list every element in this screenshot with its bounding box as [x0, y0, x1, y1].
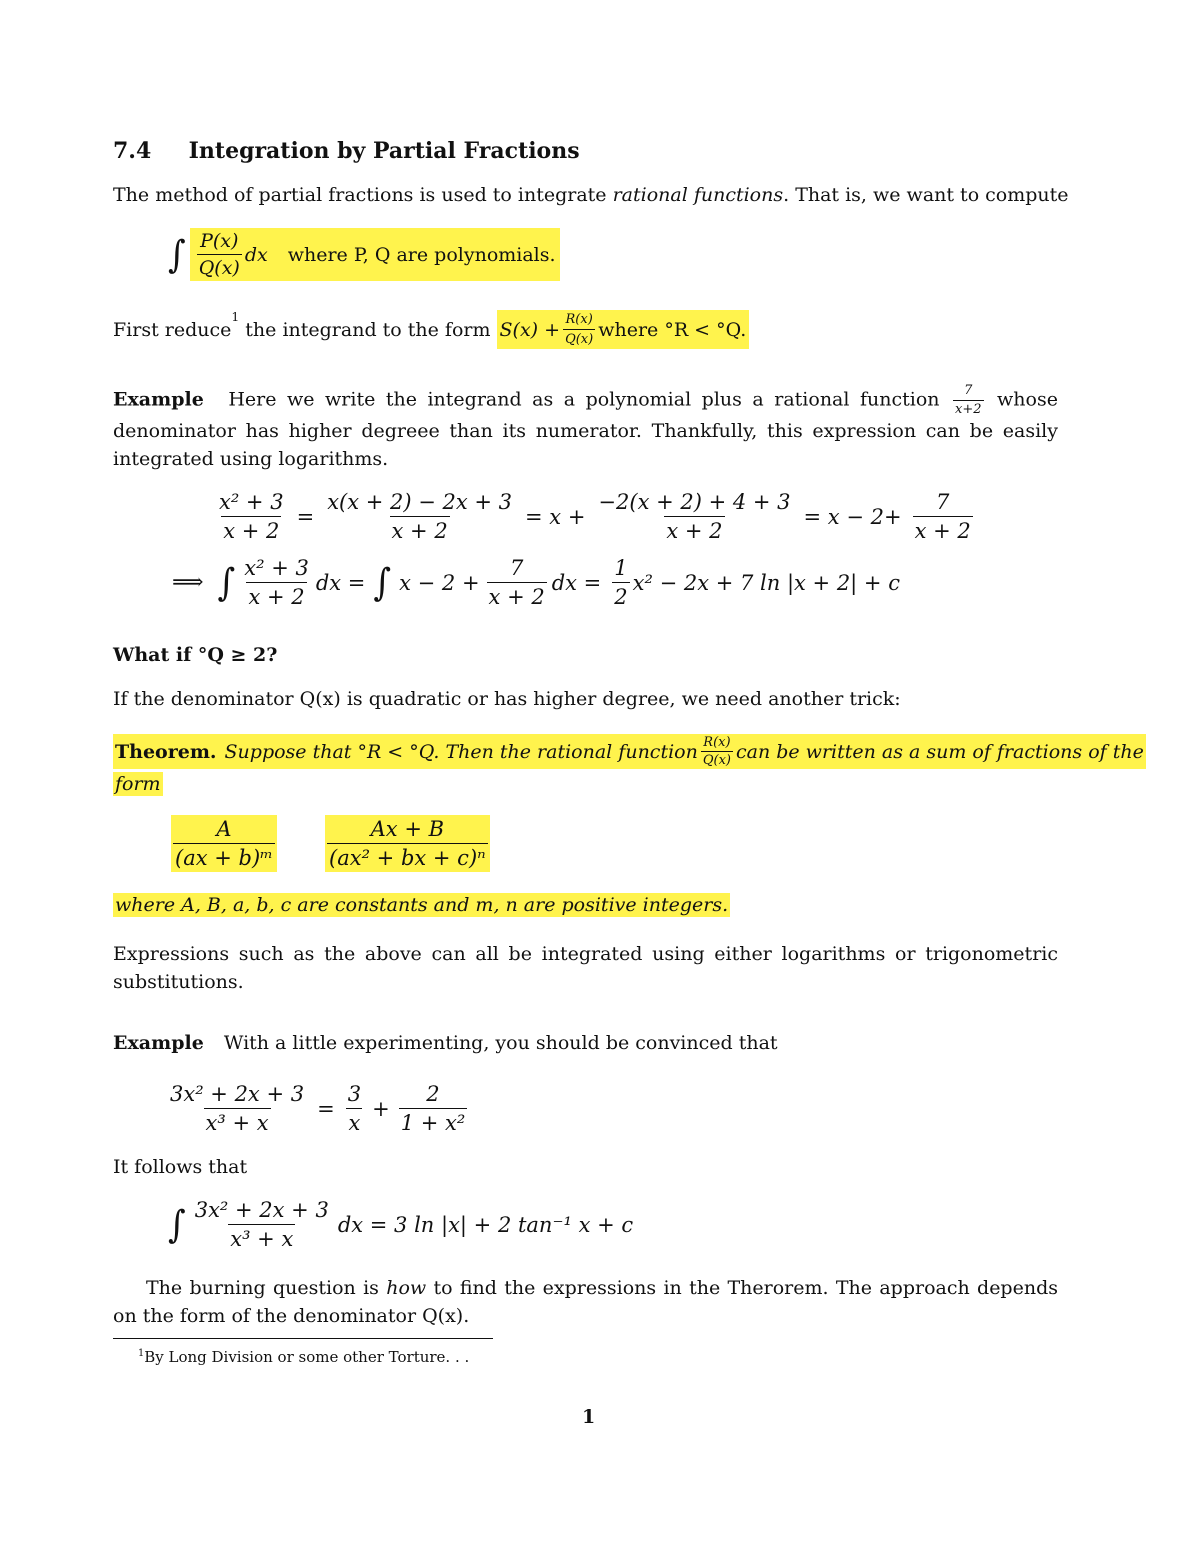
- theorem-fractions: [168, 815, 493, 872]
- theorem-rq-numerator: R(x): [703, 735, 731, 750]
- section-number: 7.4: [113, 138, 152, 164]
- integral-sign: ∫: [168, 1202, 186, 1247]
- burning-text-after: to find the expressions in the Therorem. The approach depends on the form of the denominator Q(x).: [113, 1277, 1058, 1327]
- ex2-int-numerator: 3x² + 2x + 3: [194, 1198, 329, 1222]
- trick-paragraph: If the denominator Q(x) is quadratic or has higher degree, we need another trick:: [113, 688, 901, 710]
- pq-dx: dx: [244, 243, 268, 266]
- intro-text: The method of partial fractions is used to integrate: [113, 184, 613, 206]
- eq1-mid2: = x − 2+: [803, 504, 902, 529]
- eq2-f1-denominator: x + 2: [246, 582, 306, 609]
- eq1-f3-numerator: −2(x + 2) + 4 + 3: [598, 490, 791, 514]
- section-title: Integration by Partial Fractions: [188, 138, 580, 164]
- ex2-f2-denominator: x: [346, 1108, 362, 1135]
- page-number: 1: [582, 1406, 596, 1428]
- footnote-rule: [113, 1338, 493, 1339]
- example1-text-2: whose denominator has higher degreee than its numerator. Thankfully, this expression can be easily integrated using logarithms.: [113, 388, 1058, 470]
- intro-italic-term: rational functions: [612, 184, 784, 206]
- eq1-fraction-2: [325, 490, 514, 543]
- example2-equation: $\frac{\text{3x² + 2x + 3}}{\text{x³ + x}}$ = $\frac{3}{x}$ + $\frac{2}{\text{1 + x²}}$: [170, 1082, 466, 1135]
- eq1-mid: = x +: [525, 504, 586, 529]
- seven-over-x-plus-2: [953, 384, 984, 417]
- theorem-highlight: [113, 734, 1146, 769]
- burning-italic: how: [386, 1277, 427, 1299]
- ex2-f1-denominator: x³ + x: [204, 1108, 271, 1135]
- eq1-f4-denominator: x + 2: [913, 516, 973, 543]
- ex2-int-result: dx = 3 ln |x| + 2 tan⁻¹ x + c: [337, 1212, 634, 1237]
- burning-text: The burning question is: [146, 1277, 387, 1299]
- eq2-dx: dx =: [315, 570, 366, 595]
- theorem-f1-denominator: (ax + b)ᵐ: [173, 843, 275, 870]
- ex2-fraction-2: [346, 1082, 363, 1135]
- eq1-f2-numerator: x(x + 2) − 2x + 3: [327, 490, 513, 514]
- footnote-marker: 1: [231, 310, 240, 324]
- integral-sign: ∫: [217, 560, 236, 605]
- eq2-fraction-1: [242, 556, 311, 609]
- eq1-fraction-3: [596, 490, 792, 543]
- reduce-paragraph: [113, 310, 749, 349]
- ex2-f3-denominator: 1 + x²: [399, 1108, 468, 1135]
- theorem-where: [113, 894, 730, 916]
- reduce-highlight: [497, 310, 750, 349]
- example1-text: Here we write the integrand as a polynomial plus a rational function: [228, 388, 940, 411]
- question-heading: What if °Q ≥ 2?: [113, 644, 278, 666]
- eq2-f2-denominator: x + 2: [487, 582, 547, 609]
- seven-numerator: 7: [964, 383, 973, 398]
- pq-denominator: Q(x): [197, 254, 242, 279]
- example1-label: Example: [113, 388, 204, 411]
- theorem-f1-numerator: A: [216, 817, 232, 841]
- theorem-f2-numerator: Ax + B: [370, 817, 445, 841]
- footnote-mark: 1: [138, 1348, 145, 1359]
- ex2-int-fraction: [193, 1198, 331, 1251]
- ex2-f2-numerator: 3: [347, 1082, 362, 1106]
- burning-paragraph: [113, 1274, 1058, 1330]
- eq2-fraction-2: [487, 556, 547, 609]
- example2-label: Example: [113, 1032, 204, 1054]
- reduce-form-prefix: S(x) +: [499, 318, 561, 341]
- footnote: [138, 1348, 469, 1366]
- theorem-block: [113, 734, 1144, 795]
- half-denominator: 2: [612, 582, 629, 609]
- eq2-result: x² − 2x + 7 ln |x + 2| + c: [632, 570, 900, 595]
- reduce-text: First reduce: [113, 318, 232, 341]
- half-numerator: 1: [614, 556, 628, 580]
- theorem-text-1: Suppose that °R < °Q. Then the rational function: [224, 740, 698, 763]
- ex2-int-denominator: x³ + x: [228, 1224, 295, 1251]
- intro-text-after: . That is, we want to compute: [783, 184, 1069, 206]
- half-fraction: [612, 556, 629, 609]
- follows-text: It follows that: [113, 1156, 248, 1178]
- pq-fraction: [197, 230, 242, 279]
- expressions-paragraph: Expressions such as the above can all be integrated using either logarithms or trigonometric substitutions.: [113, 943, 1058, 993]
- example1-equation: $\frac{\text{x² + 3}}{x + 2}$ = $\frac{x(x + 2) - 2x + 3}{x + 2}$ = x + $\frac{-2(x + 2) + 4 + 3}{x + 2}$ = x − 2+ $\frac{7}{x + 2}$: [219, 490, 971, 543]
- example1-paragraph: [113, 384, 1058, 473]
- eq2-f1-numerator: x² + 3: [244, 556, 309, 580]
- first-formula: [168, 228, 560, 281]
- theorem-rq-fraction: [701, 736, 733, 767]
- theorem-fraction-2: [325, 815, 490, 872]
- ex2-f3-numerator: 2: [426, 1082, 440, 1106]
- eq1-fraction-4: [913, 490, 973, 543]
- reduce-condition: where °R < °Q.: [598, 318, 747, 341]
- eq2-f2-numerator: 7: [509, 556, 524, 580]
- ex2-f1-numerator: 3x² + 2x + 3: [170, 1082, 305, 1106]
- implies-arrow: ⟹: [172, 570, 204, 595]
- theorem-rq-denominator: Q(x): [702, 753, 731, 768]
- ex2-fraction-3: [399, 1082, 468, 1135]
- section-heading: [113, 138, 580, 164]
- eq1-f2-denominator: x + 2: [390, 516, 450, 543]
- theorem-text-2: can be written as a sum of fractions of the: [735, 740, 1144, 763]
- theorem-f2-denominator: (ax² + bx + c)ⁿ: [327, 843, 488, 870]
- rq-denominator: Q(x): [563, 329, 595, 347]
- eq1-f1-denominator: x + 2: [221, 516, 281, 543]
- theorem-text-3: form: [115, 773, 161, 795]
- eq2-poly: x − 2 +: [399, 570, 480, 595]
- theorem-where-text: where A, B, a, b, c are constants and m, n are positive integers.: [115, 894, 729, 916]
- eq1-fraction-1: [217, 490, 286, 543]
- intro-paragraph: [113, 184, 1069, 206]
- eq1-f1-numerator: x² + 3: [219, 490, 284, 514]
- first-formula-highlight: [190, 228, 560, 281]
- integral-sign: ∫: [373, 560, 392, 605]
- seven-denominator: x+2: [955, 402, 982, 417]
- eq1-f3-denominator: x + 2: [664, 516, 724, 543]
- example2-integral: [168, 1198, 633, 1251]
- example2-text: With a little experimenting, you should be convinced that: [223, 1032, 778, 1054]
- integral-sign: ∫: [168, 232, 186, 277]
- rq-fraction: [563, 312, 595, 347]
- theorem-fraction-1: [171, 815, 277, 872]
- example2-paragraph: [113, 1032, 778, 1054]
- pq-where-text: where P, Q are polynomials.: [287, 243, 556, 266]
- footnote-text: By Long Division or some other Torture. . .: [144, 1348, 470, 1366]
- example1-integral-equation: [172, 556, 900, 609]
- pq-numerator: P(x): [200, 230, 239, 252]
- rq-numerator: R(x): [565, 312, 593, 327]
- reduce-text-after: the integrand to the form: [239, 318, 497, 341]
- ex2-fraction-1: [168, 1082, 306, 1135]
- theorem-label: Theorem.: [115, 740, 217, 763]
- eq1-f4-numerator: 7: [935, 490, 950, 514]
- eq2-dx2: dx =: [551, 570, 602, 595]
